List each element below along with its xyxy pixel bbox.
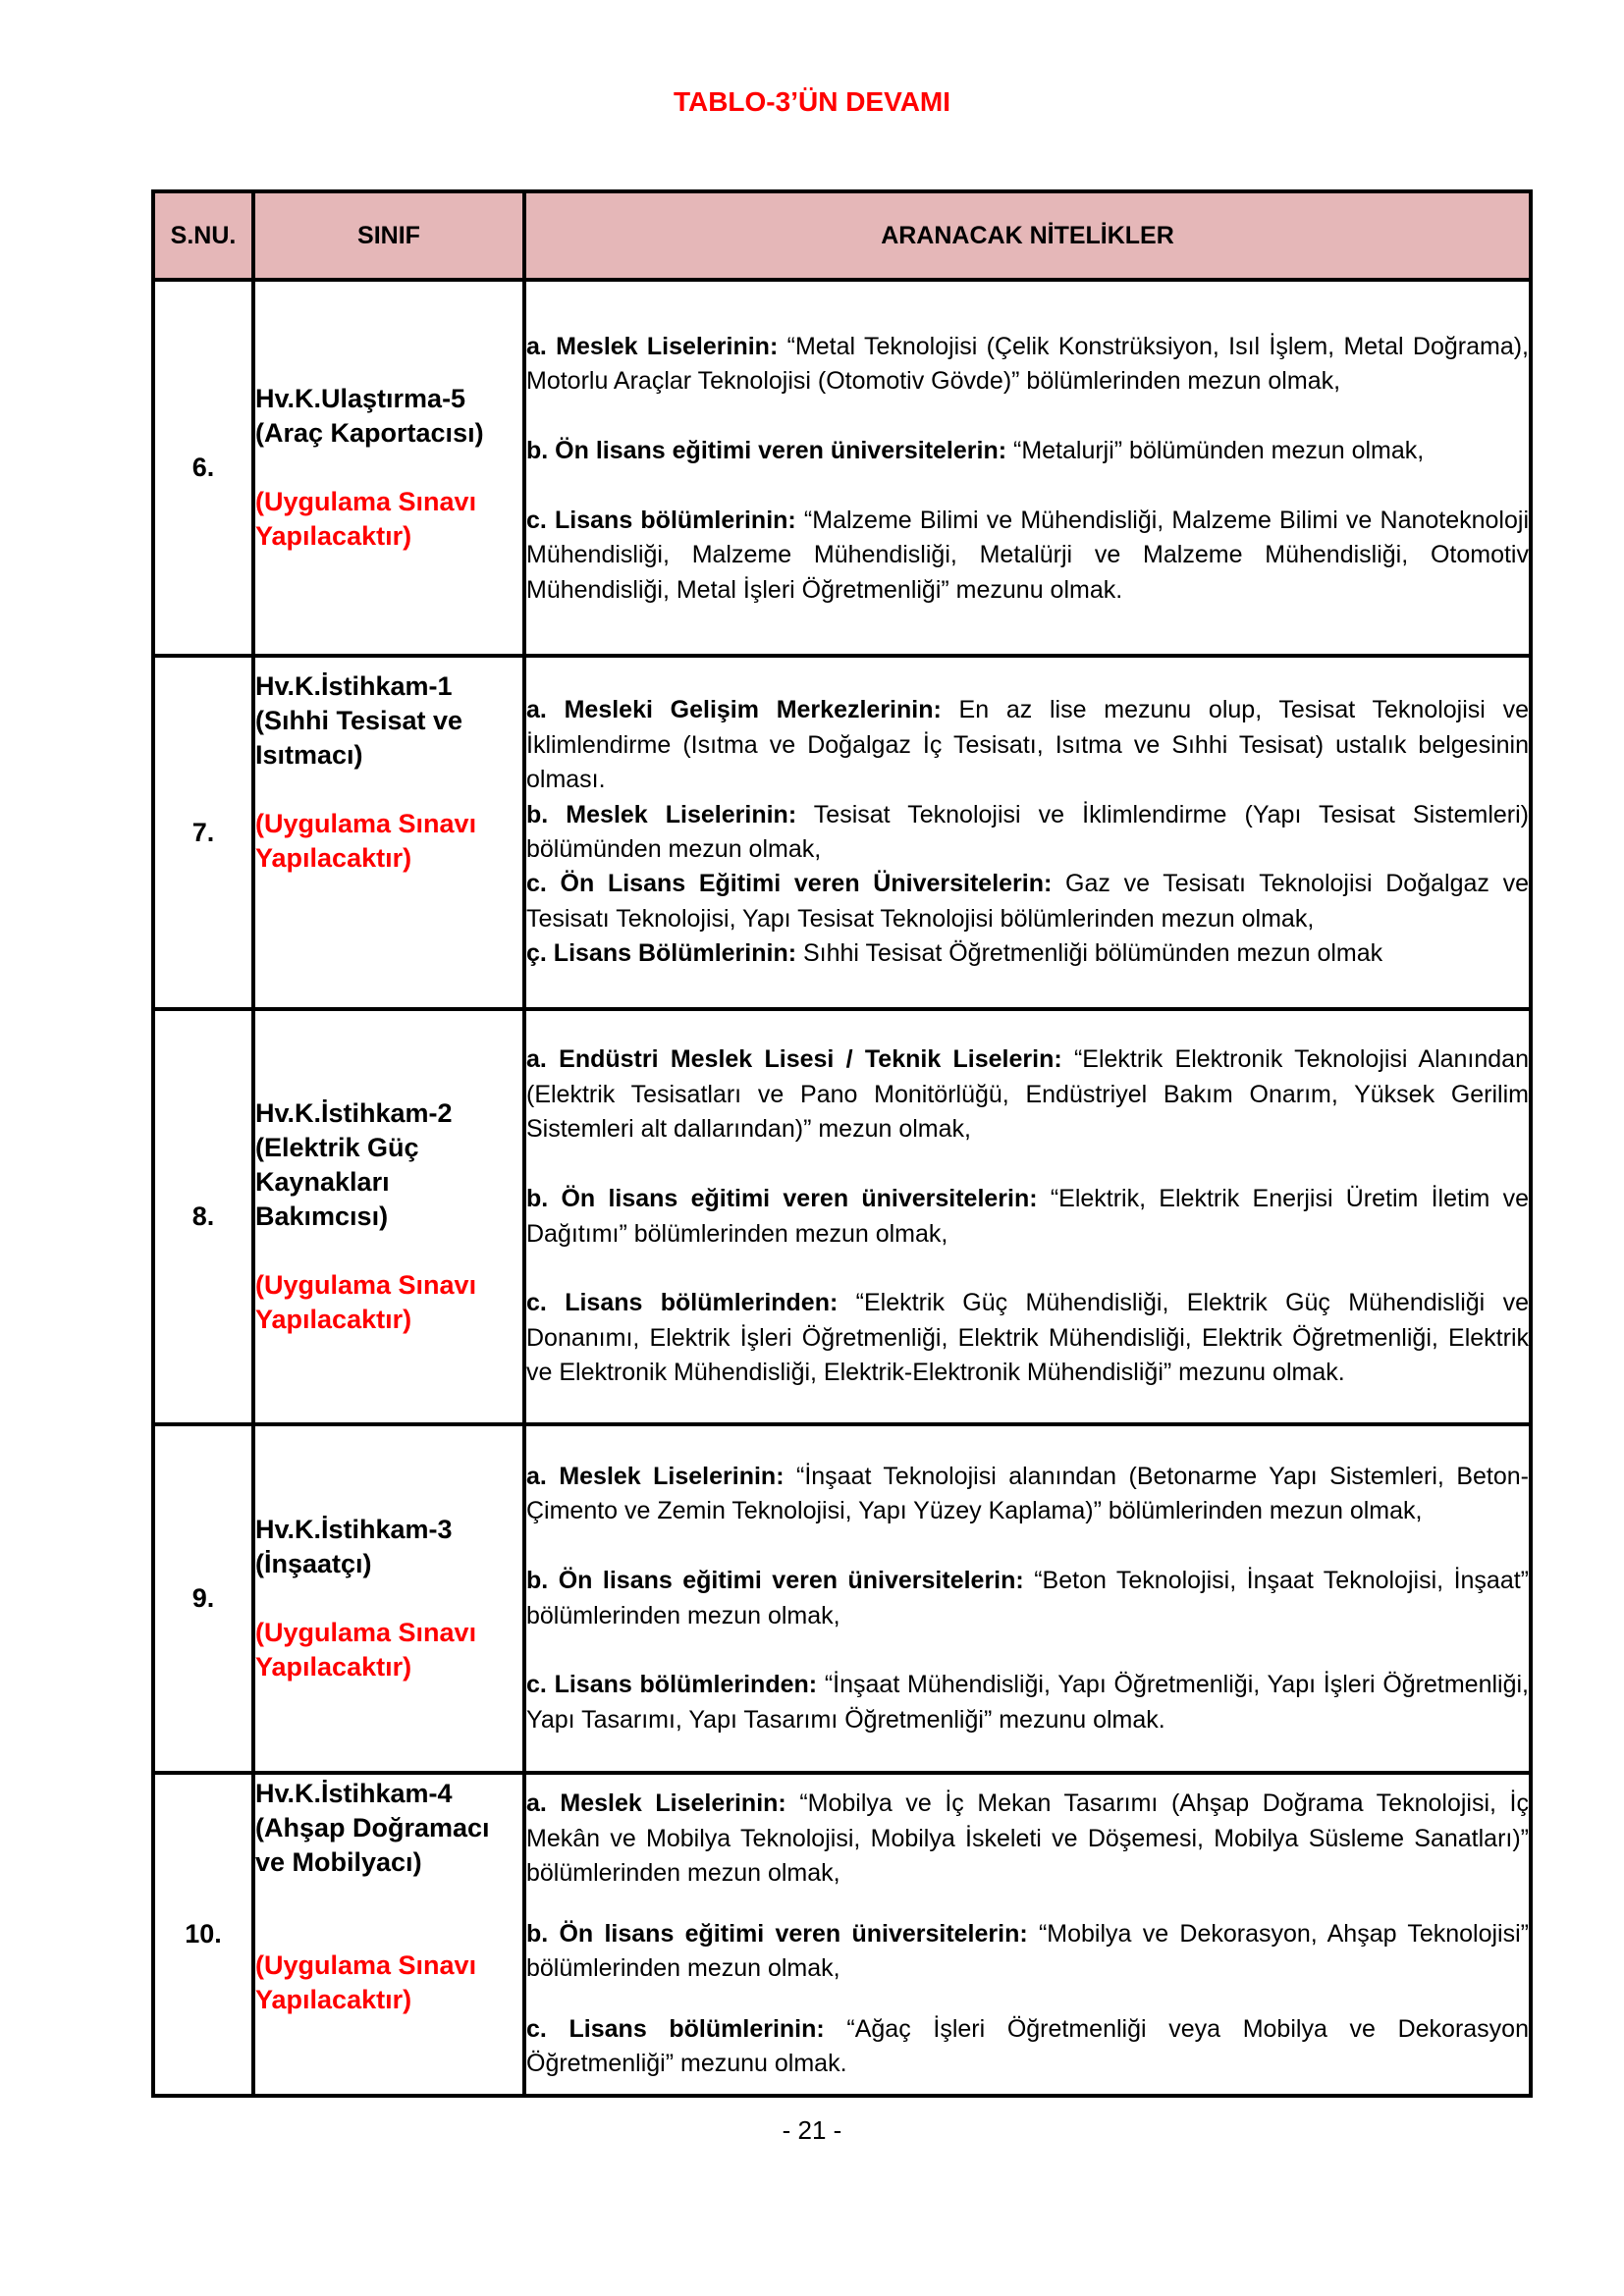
qualifications-cell <box>524 280 1531 656</box>
qualification-item <box>526 1182 1529 1252</box>
qualifications-cell <box>524 656 1531 1009</box>
header-sinif: SINIF <box>253 191 524 280</box>
qualification-item <box>526 798 1529 868</box>
class-name: Hv.K.İstihkam-2 (Elektrik Güç Kaynakları Bakımcısı) <box>255 1098 453 1231</box>
qualification-label: c. Lisans bölümlerinin: <box>526 2014 825 2043</box>
qualification-text: “Elektrik Elektronik Teknolojisi Alanından (Elektrik Tesisatları ve Pano Monitörlüğü, Endüstriyel Bakım Onarım, Yüksek Gerilim Sistemleri alt dallarından)” mezun olmak, <box>526 1045 1529 1144</box>
qualification-label: ç. Lisans Bölümlerinin: <box>526 939 797 968</box>
qualification-item <box>526 434 1529 469</box>
row-number: 7. <box>153 656 253 1009</box>
class-name: Hv.K.İstihkam-4 (Ahşap Doğramacı ve Mobilyacı) <box>255 1779 490 1877</box>
qualifications-cell <box>524 1424 1531 1773</box>
qualification-text: En az lise mezunu olup, Tesisat Teknolojisi ve İklimlendirme (Isıtma ve Doğalgaz İç Tesisatı, Isıtma ve Sıhhi Tesisat) ustalık belgesinin olması. <box>526 696 1529 794</box>
qualification-text: “Elektrik, Elektrik Enerjisi Üretim İletim ve Dağıtımı” bölümlerinden mezun olmak, <box>526 1184 1529 1248</box>
qualification-label: a. Meslek Liselerinin: <box>526 332 779 360</box>
class-name: Hv.K.İstihkam-1 (Sıhhi Tesisat ve Isıtmacı) <box>255 671 463 770</box>
qualification-label: a. Meslek Liselerinin: <box>526 1462 785 1490</box>
qualification-item <box>526 1460 1529 1529</box>
qualification-item <box>526 867 1529 936</box>
class-cell <box>253 1424 524 1773</box>
class-cell <box>253 1773 524 2096</box>
row-number: 9. <box>153 1424 253 1773</box>
qualification-label: b. Ön lisans eğitimi veren üniversitelerin: <box>526 1184 1038 1212</box>
qualification-item <box>526 2012 1529 2082</box>
qualification-label: c. Lisans bölümlerinden: <box>526 1289 839 1317</box>
qualification-item <box>526 1286 1529 1391</box>
exam-note: (Uygulama Sınavı Yapılacaktır) <box>255 1618 477 1682</box>
class-name: Hv.K.İstihkam-3 (İnşaatçı) <box>255 1515 453 1578</box>
qualification-label: b. Meslek Liselerinin: <box>526 800 797 828</box>
qualification-item <box>526 1564 1529 1633</box>
qualification-text: “Mobilya ve Dekorasyon, Ahşap Teknolojisi” bölümlerinden mezun olmak, <box>526 1919 1529 1983</box>
qualification-item <box>526 1917 1529 1987</box>
qualification-text: “İnşaat Teknolojisi alanından (Betonarme Yapı Sistemleri, Beton-Çimento ve Zemin Teknolojisi, Yapı Yüzey Kaplama)” bölümlerinden mezun olmak, <box>526 1462 1529 1525</box>
qualification-item <box>526 504 1529 609</box>
header-snu: S.NU. <box>153 191 253 280</box>
table-row <box>153 1009 1531 1424</box>
table-row <box>153 656 1531 1009</box>
table-row <box>153 280 1531 656</box>
class-cell <box>253 280 524 656</box>
qualification-label: b. Ön lisans eğitimi veren üniversitelerin: <box>526 1566 1024 1594</box>
table-header-row <box>153 191 1531 280</box>
row-number: 10. <box>153 1773 253 2096</box>
qualification-label: a. Meslek Liselerinin: <box>526 1789 786 1817</box>
page-title: TABLO-3’ÜN DEVAMI <box>673 86 951 117</box>
qualification-text: “Malzeme Bilimi ve Mühendisliği, Malzeme Bilimi ve Nanoteknoloji Mühendisliği, Malzeme Mühendisliği, Metalürji ve Malzeme Mühendisliği, Otomotiv Mühendisliği, Metal İşleri Öğretmenliği” mezunu olmak. <box>526 506 1530 604</box>
row-number: 6. <box>153 280 253 656</box>
qualification-label: a. Mesleki Gelişim Merkezlerinin: <box>526 696 942 724</box>
class-cell <box>253 1009 524 1424</box>
qualification-label: c. Ön Lisans Eğitimi veren Üniversitelerin: <box>526 870 1053 898</box>
qualification-text: “Metalurji” bölümünden mezun olmak, <box>1006 436 1425 464</box>
qualification-text: “Mobilya ve İç Mekan Tasarımı (Ahşap Doğrama Teknolojisi, İç Mekân ve Mobilya Teknolojisi, Mobilya İskeleti ve Döşemesi, Mobilya Süsleme Sanatları)” bölümlerinden mezun olmak, <box>526 1789 1529 1888</box>
qualification-item <box>526 936 1529 971</box>
qualification-item <box>526 1042 1529 1148</box>
qualification-label: b. Ön lisans eğitimi veren üniversitelerin: <box>526 1919 1028 1948</box>
qualification-text: Tesisat Teknolojisi ve İklimlendirme (Yapı Tesisat Sistemleri) bölümünden mezun olmak, <box>526 800 1529 863</box>
row-number: 8. <box>153 1009 253 1424</box>
page-number: - 21 - <box>782 2115 842 2145</box>
qualification-item <box>526 1787 1529 1892</box>
qualification-label: c. Lisans bölümlerinin: <box>526 506 796 534</box>
class-name: Hv.K.Ulaştırma-5 (Araç Kaportacısı) <box>255 384 484 448</box>
qualification-text: Gaz ve Tesisatı Teknolojisi Doğalgaz ve Tesisatı Teknolojisi, Yapı Tesisat Teknolojisi bölümlerinden mezun olmak, <box>526 870 1529 933</box>
exam-note: (Uygulama Sınavı Yapılacaktır) <box>255 809 477 873</box>
qualification-text: “Metal Teknolojisi (Çelik Konstrüksiyon, Isıl İşlem, Metal Doğrama), Motorlu Araçlar Teknolojisi (Otomotiv Gövde)” bölümlerinden mezun olmak, <box>526 332 1529 396</box>
qualification-label: c. Lisans bölümlerinden: <box>526 1671 818 1699</box>
qualifications-table <box>151 189 1533 2098</box>
exam-note: (Uygulama Sınavı Yapılacaktır) <box>255 487 477 551</box>
qualification-text: “Beton Teknolojisi, İnşaat Teknolojisi, İnşaat” bölümlerinden mezun olmak, <box>526 1566 1529 1629</box>
qualification-text: “Ağaç İşleri Öğretmenliği veya Mobilya ve Dekorasyon Öğretmenliği” mezunu olmak. <box>526 2014 1529 2078</box>
qualification-item <box>526 330 1529 400</box>
qualification-label: a. Endüstri Meslek Lisesi / Teknik Liselerin: <box>526 1045 1062 1074</box>
qualification-text: “İnşaat Mühendisliği, Yapı Öğretmenliği, Yapı İşleri Öğretmenliği, Yapı Tasarımı, Yapı Tasarımı Öğretmenliği” mezunu olmak. <box>526 1671 1529 1734</box>
qualification-item <box>526 693 1529 797</box>
qualifications-cell <box>524 1009 1531 1424</box>
table-row <box>153 1773 1531 2096</box>
qualification-text: Sıhhi Tesisat Öğretmenliği bölümünden mezun olmak <box>796 939 1383 968</box>
header-nitelikler: ARANACAK NİTELİKLER <box>524 191 1531 280</box>
exam-note: (Uygulama Sınavı Yapılacaktır) <box>255 1270 477 1334</box>
exam-note: (Uygulama Sınavı Yapılacaktır) <box>255 1950 477 2014</box>
qualification-text: “Elektrik Güç Mühendisliği, Elektrik Güç Mühendisliği ve Donanımı, Elektrik İşleri Öğretmenliği, Elektrik Mühendisliği, Elektrik Öğretmenliği, Elektrik ve Elektronik Mühendisliği, Elektrik-Elektronik Mühendisliği” mezunu olmak. <box>526 1289 1529 1387</box>
qualifications-cell <box>524 1773 1531 2096</box>
qualification-item <box>526 1668 1529 1737</box>
class-cell <box>253 656 524 1009</box>
qualification-label: b. Ön lisans eğitimi veren üniversitelerin: <box>526 436 1007 464</box>
table-row <box>153 1424 1531 1773</box>
